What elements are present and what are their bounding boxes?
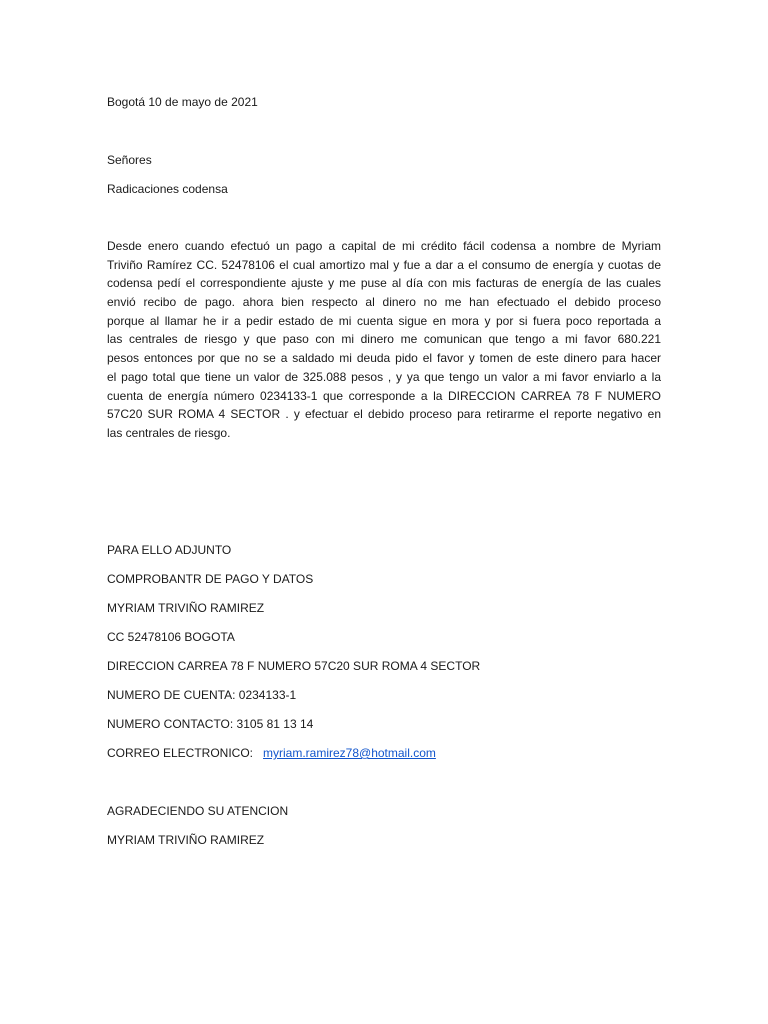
email-label: CORREO ELECTRONICO: bbox=[107, 746, 254, 760]
body-line: 57C20 SUR ROMA 4 SECTOR . y efectuar el debido proceso para retirarme el reporte negativo en bbox=[107, 407, 661, 422]
body-line: cuenta de energía número 0234133-1 que corresponde a la DIRECCION CARREA 78 F NUMERO bbox=[107, 388, 661, 403]
email-link[interactable]: myriam.ramirez78@hotmail.com bbox=[263, 746, 436, 760]
body-line: pesos entonces por que no se a saldado mi deuda pido el favor y tomen de este dinero para hacer bbox=[107, 351, 661, 366]
closing-thanks: AGRADECIENDO SU ATENCION bbox=[107, 804, 289, 818]
email-row bbox=[107, 745, 436, 761]
recipient: Radicaciones codensa bbox=[107, 182, 228, 196]
body-line: Desde enero cuando efectuó un pago a capital de mi crédito fácil codensa a nombre de Myriam bbox=[107, 239, 661, 253]
letter-body bbox=[107, 237, 661, 443]
body-line: porque al llamar he ir a pedir estado de mi cuenta sigue en mora y por si fuera poco reportada a bbox=[107, 313, 661, 328]
body-line: codensa pedí el correspondiente ajuste y me puse al día con mis facturas de energía de las cuales bbox=[107, 276, 661, 291]
contact-number: NUMERO CONTACTO: 3105 81 13 14 bbox=[107, 717, 314, 731]
body-line: las centrales de riesgo y que paso con mi dinero me comunican que tengo a mi favor 680.221 bbox=[107, 332, 661, 347]
sender-name: MYRIAM TRIVIÑO RAMIREZ bbox=[107, 601, 265, 615]
body-line: las centrales de riesgo. bbox=[107, 425, 231, 440]
body-line: el pago total que tiene un valor de 325.088 pesos , y ya que tengo un valor a mi favor enviarlo a la bbox=[107, 369, 661, 384]
body-line: envió recibo de pago. ahora bien respecto al dinero no me han efectuado el debido proceso bbox=[107, 295, 661, 310]
account-number: NUMERO DE CUENTA: 0234133-1 bbox=[107, 688, 297, 702]
attachment-item: COMPROBANTR DE PAGO Y DATOS bbox=[107, 572, 314, 586]
date-line: Bogotá 10 de mayo de 2021 bbox=[107, 95, 258, 109]
sender-address: DIRECCION CARREA 78 F NUMERO 57C20 SUR ROMA 4 SECTOR bbox=[107, 659, 481, 673]
signature-name: MYRIAM TRIVIÑO RAMIREZ bbox=[107, 833, 265, 847]
sender-id: CC 52478106 BOGOTA bbox=[107, 630, 235, 644]
attachments-heading: PARA ELLO ADJUNTO bbox=[107, 543, 232, 557]
body-line: Triviño Ramírez CC. 52478106 el cual amortizo mal y fue a dar a el consumo de energía y cuotas de bbox=[107, 257, 661, 272]
salutation: Señores bbox=[107, 153, 152, 167]
